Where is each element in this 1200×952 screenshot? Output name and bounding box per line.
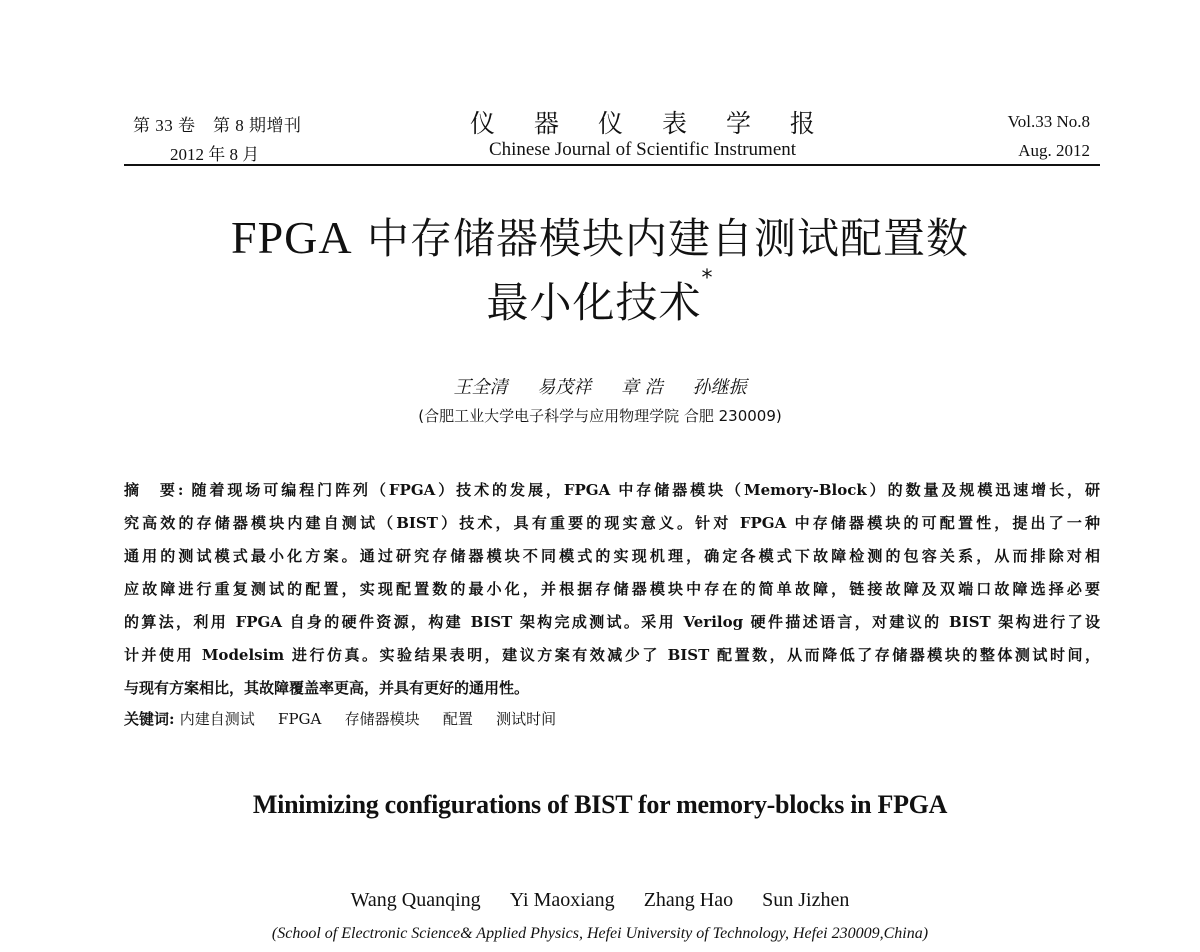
journal-char: 器 [533,109,559,138]
journal-char: 仪 [597,109,623,138]
keyword: 存储器模块 [344,710,420,728]
author-name: Wang Quanqing [350,889,481,911]
title-cn-text: 最小化技术 [486,278,702,327]
abstract-line: 计并使用 Modelsim 进行仿真。实验结果表明，建议方案有效减少了 BIST 配置数，从而降低了存储器模块的整体测试时间， [124,646,1100,664]
abstract-line [124,474,1100,507]
title-en: Minimizing configurations of BIST for memory-blocks in FPGA [252,790,948,819]
author-name: Sun Jizhen [762,889,850,911]
affiliation-cn: (合肥工业大学电子科学与应用物理学院 合肥 230009) [418,407,782,425]
abstract-label: 摘 要: [124,481,184,499]
keyword: FPGA [278,710,322,728]
authors-cn [0,373,1200,399]
author-name: 易茂祥 [537,377,592,398]
abstract-text: 随着现场可编程门阵列（FPGA）技术的发展，FPGA 中存储器模块（Memory-Block）的数量及规模迅速增长，研 [183,481,1100,499]
journal-char: 报 [789,109,815,138]
keyword: 测试时间 [496,710,557,728]
journal-char: 表 [661,109,687,138]
keyword: 内建自测试 [179,710,255,728]
author-name: 孙继振 [692,377,747,398]
header-divider [124,164,1100,166]
volume-issue-en: Vol.33 No.8 [1007,112,1090,131]
affiliation-en: (School of Electronic Science& Applied Physics, Hefei University of Technology, Hefei 230009,China) [271,925,929,942]
abstract-line: 通用的测试模式最小化方案。通过研究存储器模块不同模式的实现机理，确定各模式下故障检测的包容关系，从而排除对相 [124,547,1100,565]
title-cn-latin: FPGA [231,212,353,263]
keywords-label: 关键词: [124,710,175,728]
abstract-line: 应故障进行重复测试的配置，实现配置数的最小化，并根据存储器模块中存在的简单故障，链接故障及双端口故障选择必要 [124,580,1100,598]
author-name: 王全清 [453,377,508,398]
abstract-line: 究高效的存储器模块内建自测试（BIST）技术，具有重要的现实意义。针对 FPGA 中存储器模块的可配置性，提出了一种 [124,514,1100,532]
journal-char: 学 [725,109,751,138]
title-cn-line2 [0,266,1200,330]
footnote-mark: * [701,266,714,291]
journal-name-en: Chinese Journal of Scientific Instrument [488,139,797,160]
volume-issue-cn: 第 33 卷 第 8 期增刊 [133,116,302,135]
author-name: Zhang Hao [643,889,734,911]
authors-en [0,889,1200,912]
abstract-line: 与现有方案相比，其故障覆盖率更高，并具有更好的通用性。 [124,679,530,697]
keyword: 配置 [442,710,473,728]
abstract-line: 的算法，利用 FPGA 自身的硬件资源，构建 BIST 架构完成测试。采用 Verilog 硬件描述语言，对建议的 BIST 架构进行了设 [124,613,1100,631]
date-en: Aug. 2012 [1018,141,1090,160]
title-cn-line1 [0,206,1200,266]
keywords [124,708,574,729]
author-name: 章 浩 [621,377,663,398]
journal-char: 仪 [470,109,496,138]
author-name: Yi Maoxiang [509,889,615,911]
abstract [124,474,1100,705]
journal-name-cn [470,104,815,140]
title-cn-text: 中存储器模块内建自测试配置数 [352,214,969,263]
date-cn: 2012 年 8 月 [170,145,260,164]
